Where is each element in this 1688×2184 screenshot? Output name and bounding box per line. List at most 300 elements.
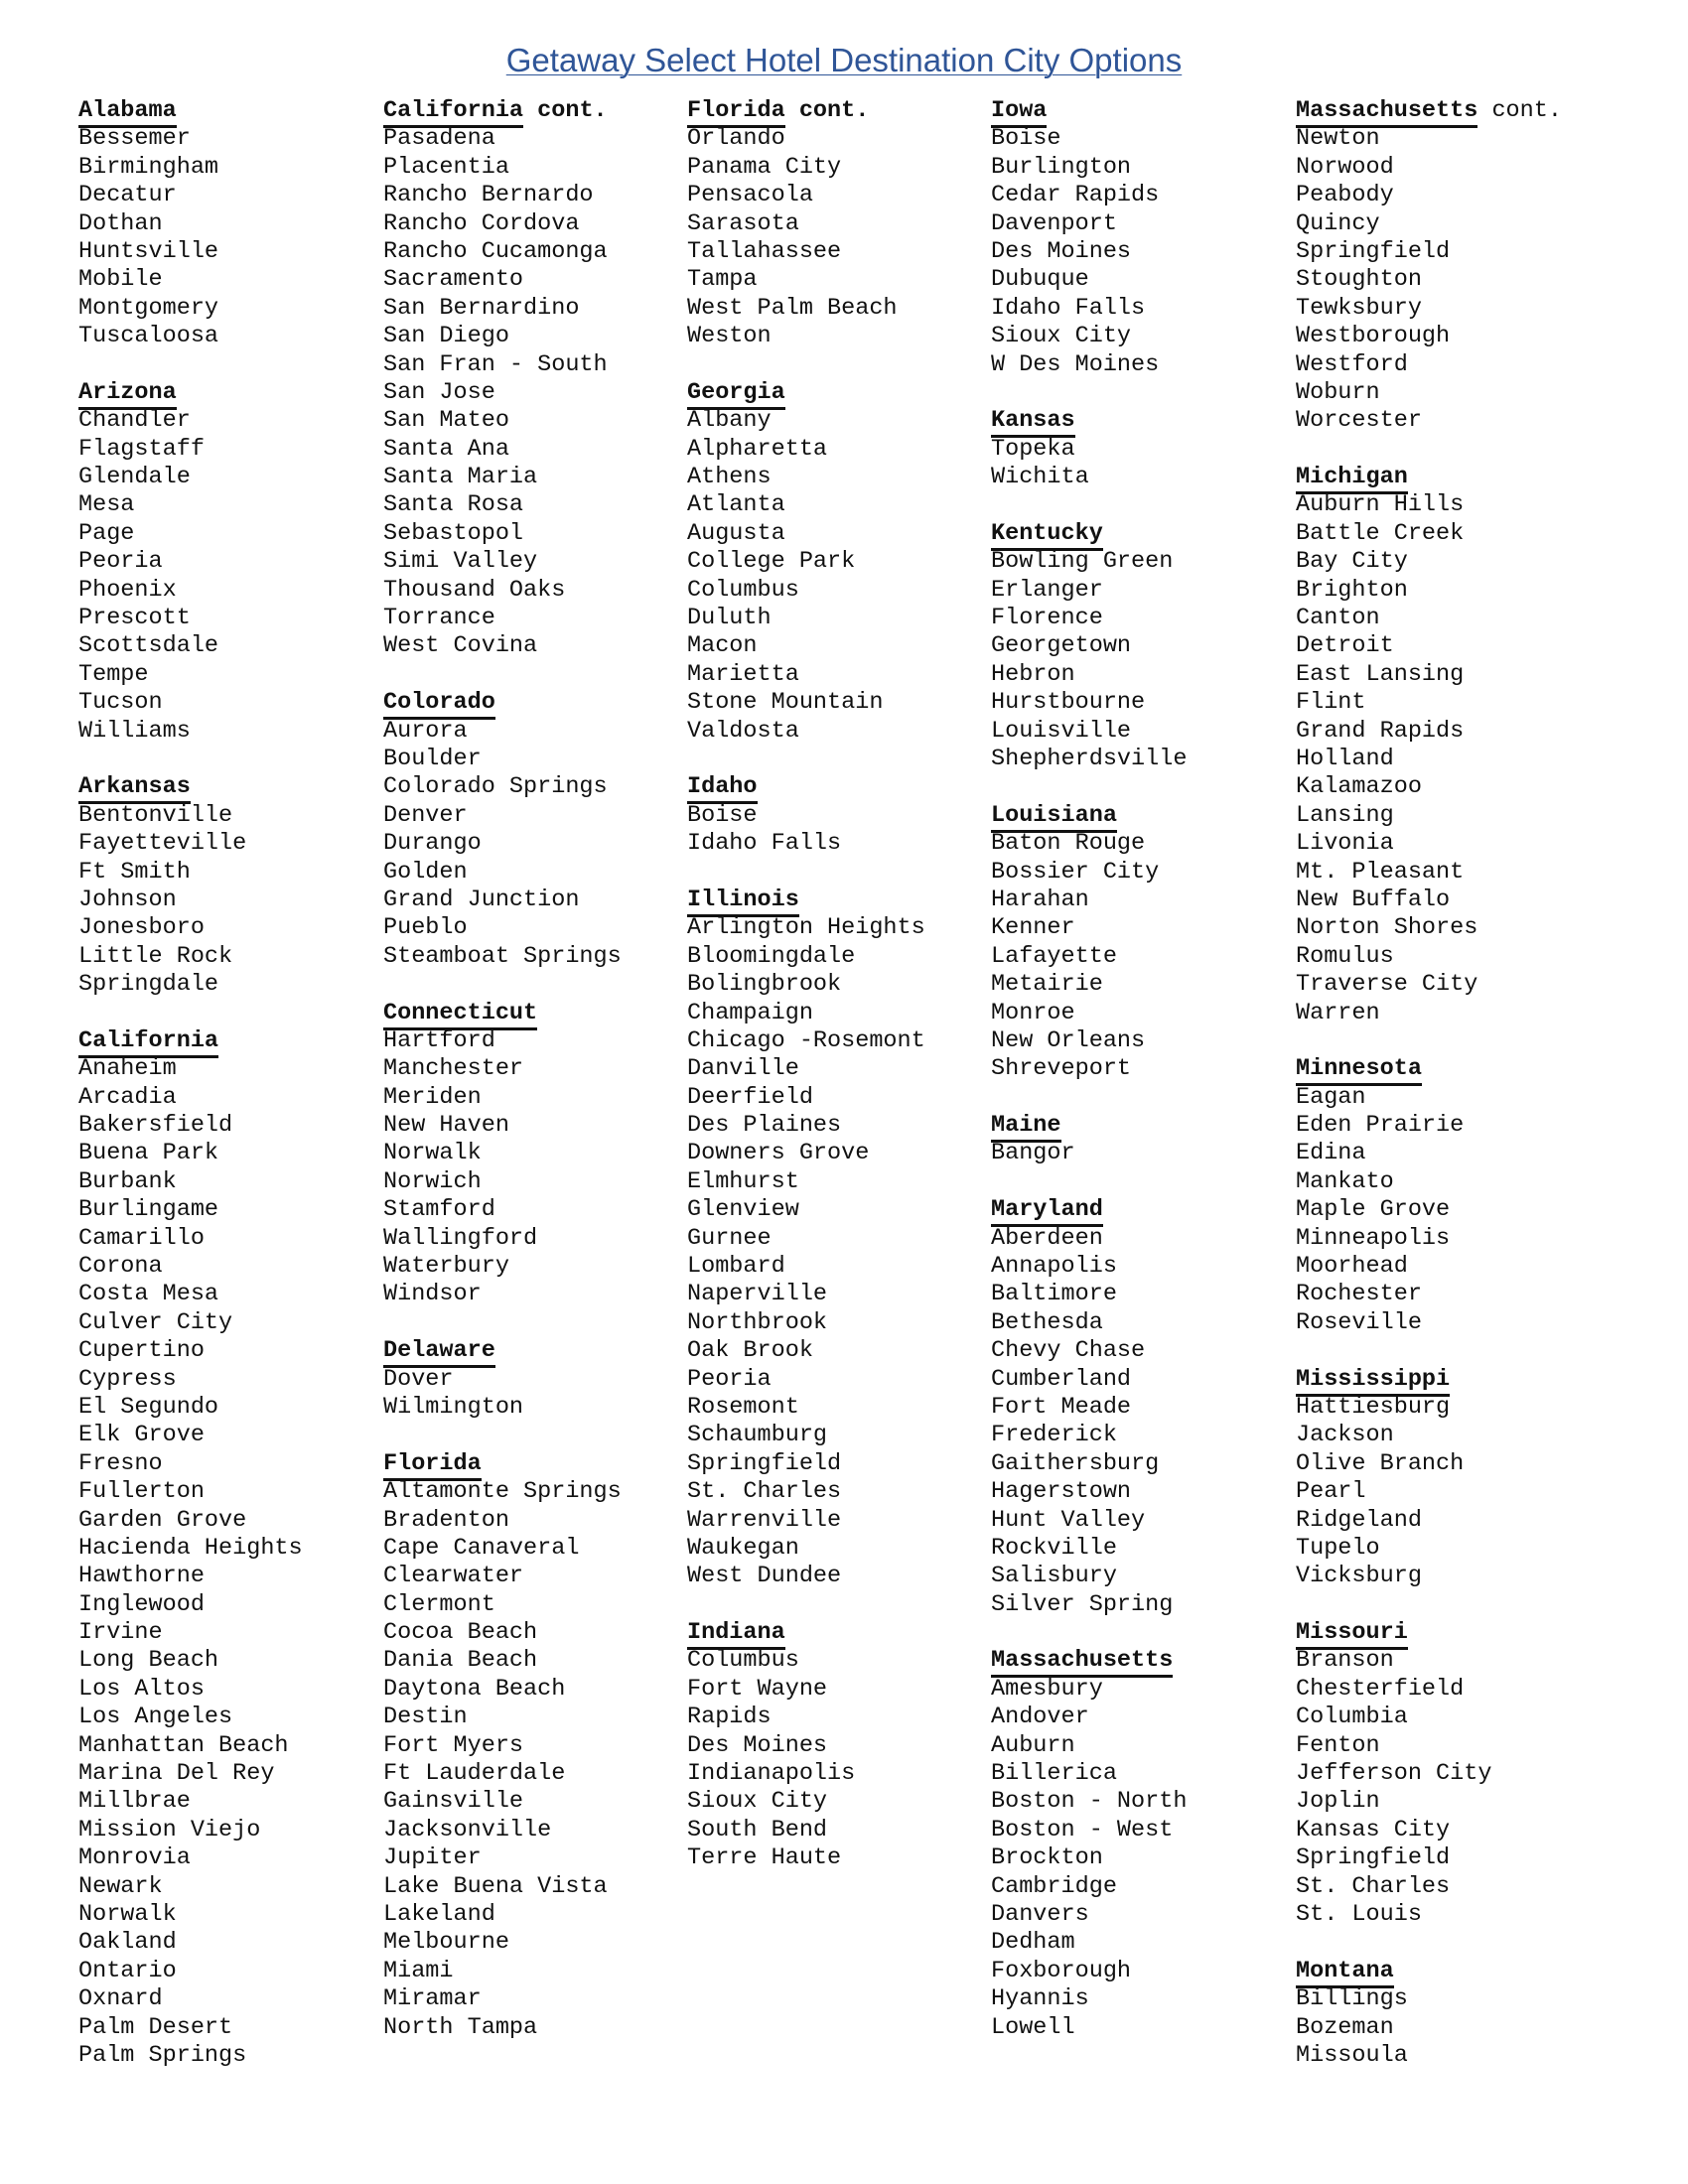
state-name: Illinois — [687, 887, 799, 917]
state-section-idaho — [687, 773, 985, 858]
city-item: Shepherdsville — [991, 745, 1188, 772]
city-item: Georgetown — [991, 632, 1132, 660]
city-item: Burlington — [991, 153, 1132, 181]
city-item: Stamford — [383, 1196, 495, 1224]
city-item: Des Moines — [991, 237, 1132, 265]
city-item: Maple Grove — [1296, 1196, 1451, 1224]
continued-label: cont. — [784, 97, 870, 124]
state-name: Florida — [383, 1450, 482, 1481]
city-item: Mobile — [78, 266, 163, 294]
city-item: W Des Moines — [991, 350, 1160, 378]
city-item: Missoula — [1296, 2041, 1408, 2069]
city-item: Bowling Green — [991, 548, 1174, 576]
state-name: Delaware — [383, 1337, 495, 1368]
city-list — [78, 407, 376, 746]
state-name: Colorado — [383, 689, 495, 720]
city-item: Los Altos — [78, 1675, 205, 1703]
city-item: Lafayette — [991, 942, 1117, 970]
city-item: Roseville — [1296, 1308, 1422, 1336]
city-item: Olive Branch — [1296, 1449, 1465, 1477]
city-item: Amesbury — [991, 1675, 1103, 1703]
city-item: Idaho Falls — [991, 294, 1146, 322]
city-item: Santa Ana — [383, 435, 509, 463]
city-item: Canton — [1296, 605, 1380, 632]
city-item: Billings — [1296, 1985, 1408, 2013]
city-item: Culver City — [78, 1308, 233, 1336]
state-name: Alabama — [78, 97, 177, 128]
city-item: Placentia — [383, 153, 509, 181]
city-item: Rochester — [1296, 1281, 1422, 1308]
state-heading — [687, 1619, 985, 1647]
city-item: Westford — [1296, 350, 1408, 378]
city-item: Daytona Beach — [383, 1675, 566, 1703]
city-item: Eagan — [1296, 1083, 1366, 1111]
city-item: San Diego — [383, 323, 509, 350]
city-item: West Palm Beach — [687, 294, 898, 322]
city-item: Brighton — [1296, 576, 1408, 604]
city-item: Page — [78, 519, 135, 547]
city-item: Harahan — [991, 886, 1089, 913]
city-item: Springfield — [687, 1449, 842, 1477]
city-item: Denver — [383, 801, 468, 829]
city-list — [1296, 1647, 1594, 1929]
city-item: Elmhurst — [687, 1167, 799, 1195]
city-item: Orlando — [687, 125, 785, 153]
city-item: College Park — [687, 548, 856, 576]
state-heading — [383, 1450, 681, 1478]
continued-label: cont. — [1477, 97, 1562, 124]
city-item: Macon — [687, 632, 758, 660]
city-item: Burbank — [78, 1167, 177, 1195]
city-item: Des Moines — [687, 1731, 828, 1759]
state-heading — [687, 97, 985, 125]
city-item: Gainsville — [383, 1788, 524, 1816]
city-item: Windsor — [383, 1281, 482, 1308]
city-item: Oxnard — [78, 1985, 163, 2013]
city-item: Cypress — [78, 1365, 177, 1393]
city-item: Huntsville — [78, 237, 219, 265]
city-item: Panama City — [687, 153, 842, 181]
city-item: Fresno — [78, 1449, 163, 1477]
city-item: West Dundee — [687, 1563, 842, 1590]
city-item: Boston - West — [991, 1816, 1174, 1843]
city-item: Jupiter — [383, 1844, 482, 1872]
city-item: Edina — [1296, 1140, 1366, 1167]
state-heading — [1296, 464, 1594, 491]
state-section-florida-cont — [687, 97, 985, 351]
city-item: Hartford — [383, 1026, 495, 1054]
city-item: Dubuque — [991, 266, 1089, 294]
city-item: Peabody — [1296, 182, 1394, 209]
city-item: Woburn — [1296, 378, 1380, 406]
city-item: Cumberland — [991, 1365, 1132, 1393]
city-item: Ridgeland — [1296, 1506, 1422, 1534]
city-item: Columbia — [1296, 1704, 1408, 1731]
city-item: Annapolis — [991, 1253, 1117, 1281]
city-item: Wichita — [991, 464, 1089, 491]
state-name: Louisiana — [991, 802, 1117, 833]
city-item: Boulder — [383, 745, 482, 772]
city-item: Miami — [383, 1957, 454, 1984]
city-item: Santa Rosa — [383, 491, 524, 519]
state-section-kentucky — [991, 520, 1289, 774]
city-item: Flint — [1296, 689, 1366, 717]
city-item: Pensacola — [687, 182, 813, 209]
city-item: Pueblo — [383, 914, 468, 942]
city-list — [991, 1225, 1289, 1619]
city-item: Bloomingdale — [687, 942, 856, 970]
city-item: Northbrook — [687, 1308, 828, 1336]
city-item: Warrenville — [687, 1506, 842, 1534]
state-heading — [1296, 97, 1594, 125]
city-item: Camarillo — [78, 1224, 205, 1252]
city-item: Arcadia — [78, 1083, 177, 1111]
city-item: Jonesboro — [78, 914, 205, 942]
city-item: Tupelo — [1296, 1534, 1380, 1562]
state-section-georgia — [687, 379, 985, 746]
state-section-arkansas — [78, 773, 376, 999]
city-list — [1296, 1985, 1594, 2070]
city-item: Hebron — [991, 660, 1075, 688]
state-name: Mississippi — [1296, 1366, 1450, 1397]
city-item: Palm Springs — [78, 2041, 247, 2069]
city-item: Andover — [991, 1704, 1089, 1731]
state-section-california — [78, 1027, 376, 2070]
state-heading — [78, 97, 376, 125]
city-item: Stoughton — [1296, 266, 1422, 294]
state-name: Indiana — [687, 1619, 785, 1650]
state-section-arizona — [78, 379, 376, 746]
column-4 — [991, 97, 1289, 2070]
city-item: Bozeman — [1296, 2013, 1394, 2041]
city-item: Cupertino — [78, 1337, 205, 1365]
city-item: Bolingbrook — [687, 971, 842, 999]
city-item: Clearwater — [383, 1563, 524, 1590]
city-item: Miramar — [383, 1985, 482, 2013]
city-item: Tempe — [78, 660, 149, 688]
city-item: Colorado Springs — [383, 773, 608, 801]
city-item: Manchester — [383, 1055, 524, 1083]
state-section-iowa — [991, 97, 1289, 379]
state-name: Massachusetts — [991, 1647, 1173, 1678]
city-item: Inglewood — [78, 1590, 205, 1618]
city-item: Torrance — [383, 605, 495, 632]
state-section-delaware — [383, 1337, 681, 1422]
state-name: Kansas — [991, 407, 1075, 438]
city-item: Auburn — [991, 1731, 1075, 1759]
city-item: Anaheim — [78, 1055, 177, 1083]
city-item: Steamboat Springs — [383, 942, 622, 970]
city-item: Marina Del Rey — [78, 1760, 275, 1788]
city-item: Grand Junction — [383, 886, 580, 913]
city-item: Danvers — [991, 1901, 1089, 1928]
city-item: Augusta — [687, 519, 785, 547]
city-item: Altamonte Springs — [383, 1478, 622, 1506]
state-section-massachusetts-cont — [1296, 97, 1594, 436]
city-item: Kansas City — [1296, 1816, 1451, 1843]
city-list — [1296, 1394, 1594, 1591]
column-5 — [1296, 97, 1594, 2099]
city-item: Garden Grove — [78, 1506, 247, 1534]
city-item: Vicksburg — [1296, 1563, 1422, 1590]
city-item: Chandler — [78, 407, 191, 435]
city-item: Norton Shores — [1296, 914, 1478, 942]
city-item: Simi Valley — [383, 548, 538, 576]
state-section-maryland — [991, 1196, 1289, 1619]
state-heading — [991, 1196, 1289, 1224]
city-item: West Covina — [383, 632, 538, 660]
city-item: Dedham — [991, 1929, 1075, 1957]
city-list — [991, 436, 1289, 492]
city-item: Mesa — [78, 491, 135, 519]
city-item: Burlingame — [78, 1196, 219, 1224]
state-name: Montana — [1296, 1958, 1394, 1988]
city-item: Schaumburg — [687, 1422, 828, 1449]
city-list — [991, 1140, 1289, 1167]
city-item: Birmingham — [78, 153, 219, 181]
state-heading — [78, 379, 376, 407]
city-item: Tallahassee — [687, 237, 842, 265]
state-name: Iowa — [991, 97, 1047, 128]
city-item: Bakersfield — [78, 1112, 233, 1140]
city-item: Mankato — [1296, 1167, 1394, 1195]
state-section-montana — [1296, 1958, 1594, 2071]
city-item: Detroit — [1296, 632, 1394, 660]
city-item: Norwich — [383, 1167, 482, 1195]
city-item: Boise — [991, 125, 1061, 153]
city-item: Sebastopol — [383, 519, 524, 547]
state-heading — [1296, 1366, 1594, 1394]
state-section-florida — [383, 1450, 681, 2042]
city-item: Duluth — [687, 605, 772, 632]
city-list — [687, 914, 985, 1590]
city-item: Los Angeles — [78, 1704, 233, 1731]
city-item: Arlington Heights — [687, 914, 925, 942]
city-list — [78, 802, 376, 1000]
city-list — [383, 1027, 681, 1309]
state-section-alabama — [78, 97, 376, 351]
city-item: South Bend — [687, 1816, 828, 1843]
state-heading — [687, 379, 985, 407]
city-list — [1296, 1084, 1594, 1338]
city-item: Springfield — [1296, 237, 1451, 265]
city-item: Sarasota — [687, 209, 799, 237]
city-item: Rancho Cucamonga — [383, 237, 608, 265]
city-item: Warren — [1296, 999, 1380, 1026]
city-item: Jefferson City — [1296, 1760, 1492, 1788]
city-item: Golden — [383, 858, 468, 886]
city-item: Millbrae — [78, 1788, 191, 1816]
city-item: San Mateo — [383, 407, 509, 435]
state-heading — [991, 407, 1289, 435]
city-item: Kenner — [991, 914, 1075, 942]
city-item: Norwood — [1296, 153, 1394, 181]
state-heading — [991, 1112, 1289, 1140]
city-list — [687, 125, 985, 350]
city-list — [383, 1366, 681, 1423]
city-item: Springdale — [78, 971, 219, 999]
city-item: Corona — [78, 1253, 163, 1281]
city-item: Cedar Rapids — [991, 182, 1160, 209]
city-item: Williams — [78, 717, 191, 745]
city-item: Davenport — [991, 209, 1117, 237]
city-item: Scottsdale — [78, 632, 219, 660]
city-item: Worcester — [1296, 407, 1422, 435]
city-item: Norwalk — [78, 1901, 177, 1928]
city-item: Albany — [687, 407, 772, 435]
state-heading — [383, 689, 681, 717]
city-item: Santa Maria — [383, 464, 538, 491]
city-list — [991, 830, 1289, 1084]
column-3 — [687, 97, 985, 1901]
city-item: East Lansing — [1296, 660, 1465, 688]
state-section-kansas — [991, 407, 1289, 491]
city-item: San Jose — [383, 378, 495, 406]
state-name: Missouri — [1296, 1619, 1408, 1650]
city-item: Hurstbourne — [991, 689, 1146, 717]
state-heading — [991, 1647, 1289, 1675]
city-item: Sacramento — [383, 266, 524, 294]
state-heading — [991, 520, 1289, 548]
city-item: New Buffalo — [1296, 886, 1451, 913]
city-item: Holland — [1296, 745, 1394, 772]
city-item: Champaign — [687, 999, 813, 1026]
city-item: Thousand Oaks — [383, 576, 566, 604]
city-item: Springfield — [1296, 1844, 1451, 1872]
city-list — [1296, 125, 1594, 435]
state-section-michigan — [1296, 464, 1594, 1027]
city-item: Sioux City — [687, 1788, 828, 1816]
city-item: Moorhead — [1296, 1253, 1408, 1281]
city-item: Gurnee — [687, 1224, 772, 1252]
city-item: Peoria — [687, 1365, 772, 1393]
city-item: Quincy — [1296, 209, 1380, 237]
city-item: Newark — [78, 1872, 163, 1900]
city-item: Metairie — [991, 971, 1103, 999]
city-item: Fayetteville — [78, 830, 247, 858]
city-item: El Segundo — [78, 1393, 219, 1421]
city-item: Naperville — [687, 1281, 828, 1308]
city-item: Louisville — [991, 717, 1132, 745]
city-item: Bradenton — [383, 1506, 509, 1534]
city-item: Mission Viejo — [78, 1816, 261, 1843]
city-item: Baltimore — [991, 1281, 1117, 1308]
city-item: Tampa — [687, 266, 758, 294]
city-item: Shreveport — [991, 1055, 1132, 1083]
city-item: Cocoa Beach — [383, 1619, 538, 1647]
city-item: Topeka — [991, 435, 1075, 463]
city-item: Valdosta — [687, 717, 799, 745]
city-item: New Haven — [383, 1112, 509, 1140]
city-item: Tuscaloosa — [78, 323, 219, 350]
city-item: Meriden — [383, 1083, 482, 1111]
city-item: Wallingford — [383, 1224, 538, 1252]
city-item: Weston — [687, 323, 772, 350]
state-name: Maine — [991, 1112, 1061, 1143]
city-list — [687, 1647, 985, 1872]
city-item: Dania Beach — [383, 1647, 538, 1675]
city-item: Rosemont — [687, 1393, 799, 1421]
state-heading — [78, 1027, 376, 1055]
city-list — [78, 1055, 376, 2070]
city-item: Peoria — [78, 548, 163, 576]
page-title: Getaway Select Hotel Destination City Options — [505, 42, 1183, 78]
city-item: Melbourne — [383, 1929, 509, 1957]
city-item: Montgomery — [78, 294, 219, 322]
city-item: Prescott — [78, 605, 191, 632]
city-item: Monroe — [991, 999, 1075, 1026]
city-list — [991, 1676, 1289, 2042]
state-name: Arkansas — [78, 773, 191, 804]
city-item: Oak Brook — [687, 1337, 813, 1365]
state-name: Georgia — [687, 379, 785, 410]
state-heading — [1296, 1958, 1594, 1985]
city-item: San Bernardino — [383, 294, 580, 322]
city-item: Bentonville — [78, 801, 233, 829]
city-item: Billerica — [991, 1760, 1117, 1788]
city-item: Johnson — [78, 886, 177, 913]
city-list — [78, 125, 376, 350]
city-item: Columbus — [687, 1647, 799, 1675]
city-item: Bessemer — [78, 125, 191, 153]
city-item: Chevy Chase — [991, 1337, 1146, 1365]
state-section-massachusetts — [991, 1647, 1289, 2041]
city-item: Athens — [687, 464, 772, 491]
state-section-mississippi — [1296, 1366, 1594, 1591]
city-item: Fort Meade — [991, 1393, 1132, 1421]
city-item: Dothan — [78, 209, 163, 237]
city-item: Elk Grove — [78, 1422, 205, 1449]
state-section-connecticut — [383, 1000, 681, 1309]
city-item: Grand Rapids — [1296, 717, 1465, 745]
state-heading — [991, 97, 1289, 125]
city-item: Rancho Cordova — [383, 209, 580, 237]
city-item: Atlanta — [687, 491, 785, 519]
city-item: Hawthorne — [78, 1563, 205, 1590]
city-item: Little Rock — [78, 942, 233, 970]
city-item: Ft Lauderdale — [383, 1760, 566, 1788]
city-item: Des Plaines — [687, 1112, 842, 1140]
state-section-illinois — [687, 887, 985, 1591]
state-heading — [383, 1337, 681, 1365]
city-item: Fullerton — [78, 1478, 205, 1506]
city-item: Auburn Hills — [1296, 491, 1465, 519]
city-item: Palm Desert — [78, 2013, 233, 2041]
city-item: Monrovia — [78, 1844, 191, 1872]
city-item: Lansing — [1296, 801, 1394, 829]
city-item: Danville — [687, 1055, 799, 1083]
city-item: Waterbury — [383, 1253, 509, 1281]
city-item: Long Beach — [78, 1647, 219, 1675]
city-item: Irvine — [78, 1619, 163, 1647]
city-item: Chesterfield — [1296, 1675, 1465, 1703]
city-item: Terre Haute — [687, 1844, 842, 1872]
state-heading — [991, 802, 1289, 830]
city-item: Sioux City — [991, 323, 1132, 350]
city-item: Romulus — [1296, 942, 1394, 970]
city-item: Glendale — [78, 464, 191, 491]
city-item: Livonia — [1296, 830, 1394, 858]
city-item: Boston - North — [991, 1788, 1188, 1816]
city-list — [687, 407, 985, 746]
state-section-california-cont — [383, 97, 681, 661]
city-item: St. Charles — [1296, 1872, 1451, 1900]
city-item: Phoenix — [78, 576, 177, 604]
city-item: Fort Myers — [383, 1731, 524, 1759]
city-item: Florence — [991, 605, 1103, 632]
city-list — [687, 802, 985, 859]
city-item: Erlanger — [991, 576, 1103, 604]
